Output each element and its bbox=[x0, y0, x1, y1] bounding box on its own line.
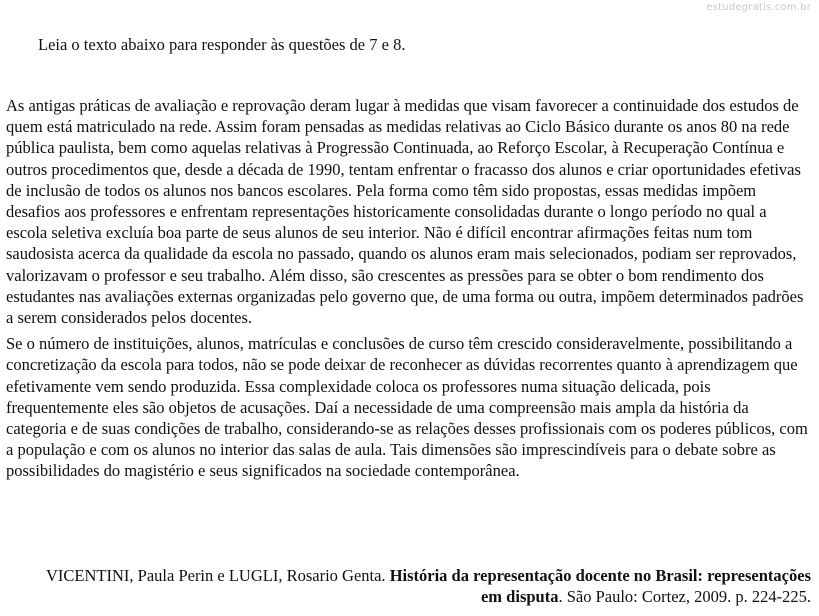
citation bbox=[21, 565, 811, 607]
instruction-text: Leia o texto abaixo para responder às questões de 7 e 8. bbox=[38, 35, 406, 54]
citation-details: . São Paulo: Cortez, 2009. p. 224-225. bbox=[558, 587, 811, 606]
passage-paragraph-2: Se o número de instituições, alunos, matrículas e conclusões de curso têm crescido consideravelmente, possibilitando a concretização da escola para todos, não se pode deixar de reconhecer as dúvidas recorrentes quanto à aprendizagem que efetivamente vem sendo produzida. Essa complexidade coloca os professores numa situação delicada, pois frequentemente eles são objetos de acusações. Daí a necessidade de uma compreensão mais ampla da história da categoria e de suas condições de trabalho, considerando-se as relações desses profissionais com os poderes públicos, com a população e com os alunos no interior das salas de aula. Tais dimensões são imprescindíveis para o debate sobre as possibilidades do magistério e seus significados na sociedade contemporânea. bbox=[6, 334, 808, 481]
watermark: estudegratis.com.br bbox=[706, 2, 811, 13]
citation-authors: VICENTINI, Paula Perin e LUGLI, Rosario Genta. bbox=[46, 566, 390, 585]
passage bbox=[6, 95, 809, 487]
citation-title: História da representação docente no Brasil: representações em disputa bbox=[389, 566, 811, 606]
passage-paragraph-1: As antigas práticas de avaliação e reprovação deram lugar à medidas que visam favorecer a continuidade dos estudos de quem está matriculado na rede. Assim foram pensadas as medidas relativas ao Ciclo Básico durante os anos 80 na rede pública paulista, bem como aquelas relativas à Progressão Continuada, ao Reforço Escolar, à Recuperação Contínua e outros procedimentos que, desde a década de 1990, tentam enfrentar o fracasso dos alunos e criar oportunidades efetivas de inclusão de todos os alunos nos bancos escolares. Pela forma como têm sido propostas, essas medidas impõem desafios aos professores e enfrentam representações historicamente consolidadas durante o longo período no qual a escola seletiva excluía boa parte de seus alunos de seu interior. Não é difícil encontrar afirmações feitas num tom saudosista acerca da qualidade da escola no passado, quando os alunos eram mais selecionados, podiam ser reprovados, valorizavam o professor e seu trabalho. Além disso, são crescentes as pressões para se obter o bom rendimento dos estudantes nas avaliações externas organizadas pelo governo que, de uma forma ou outra, impõem determinados padrões a serem considerados pelos docentes. bbox=[6, 96, 804, 328]
